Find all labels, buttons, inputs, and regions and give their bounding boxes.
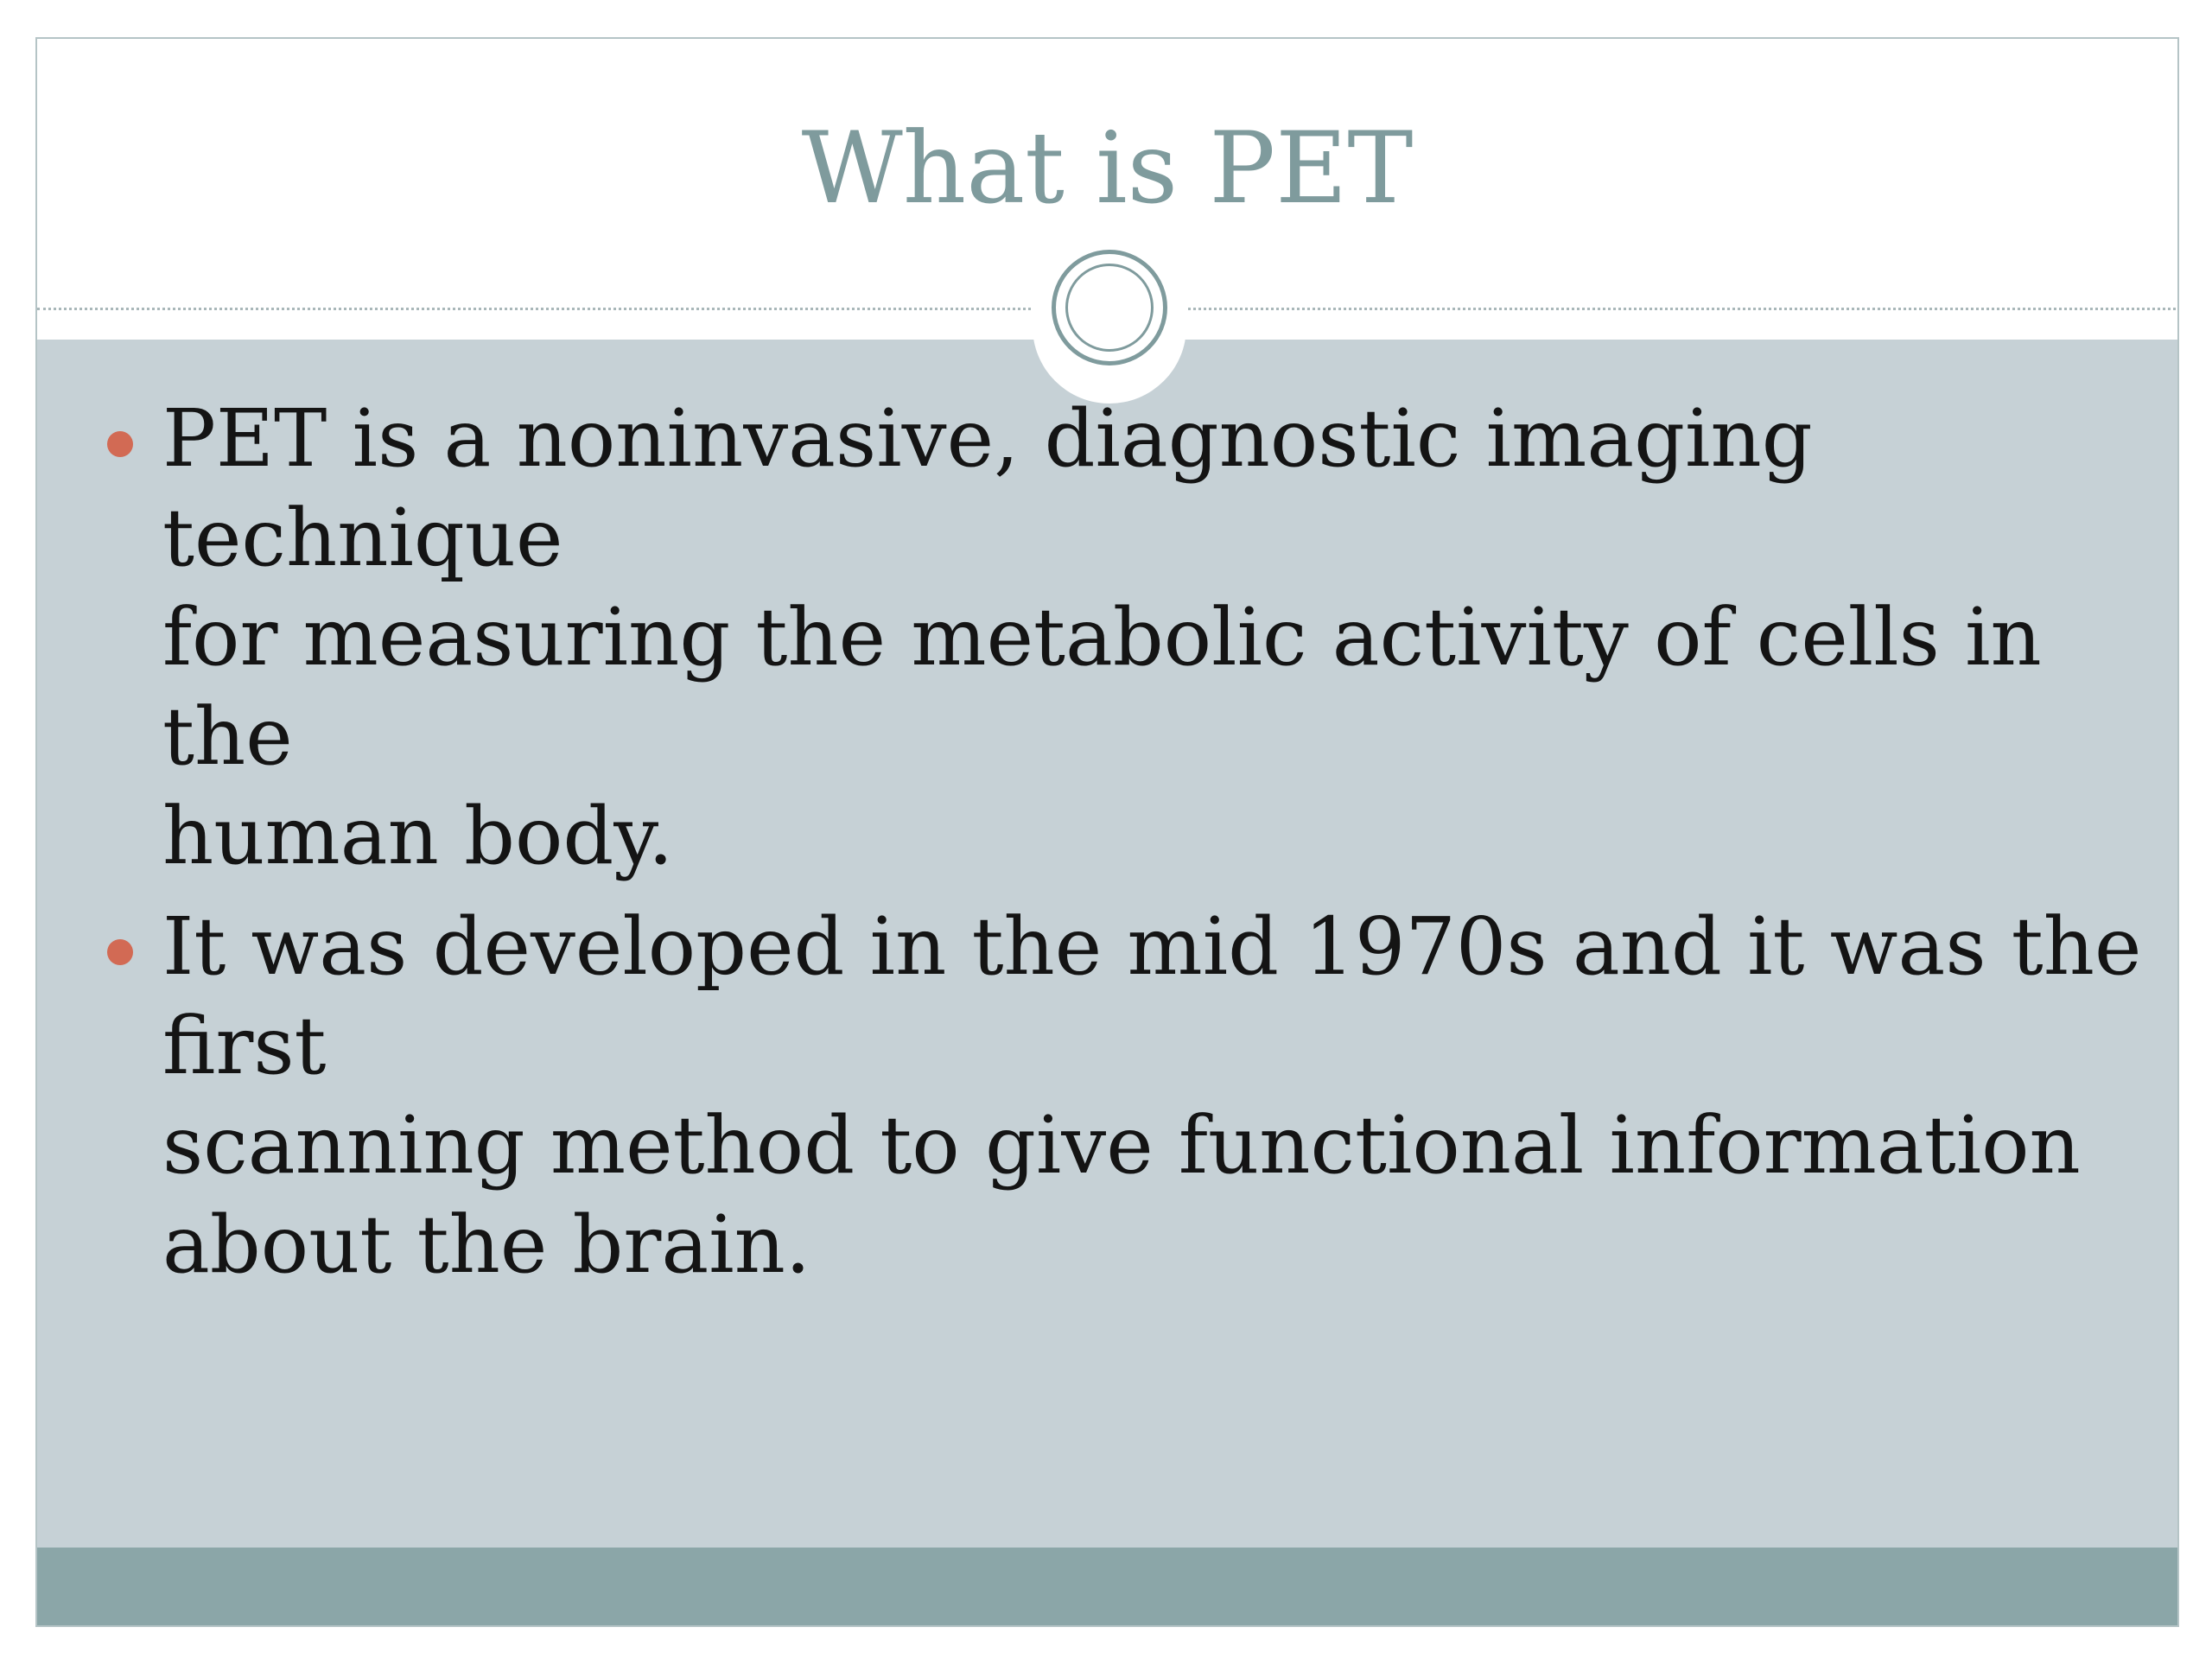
- slide: [35, 37, 2179, 1627]
- bullet-dot-icon: [107, 939, 133, 965]
- bullet-item: [162, 897, 2150, 1294]
- bullet-line: scanning method to give functional information: [162, 1099, 2081, 1192]
- divider-left: [37, 308, 1031, 310]
- bullet-dot-icon: [107, 431, 133, 457]
- bullet-line: It was developed in the mid 1970s and it was the first: [162, 900, 2142, 1092]
- circle-ornament-inner: [1065, 264, 1154, 352]
- bullet-line: for measuring the metabolic activity of cells in the: [162, 591, 2042, 783]
- bullet-item: [162, 389, 2150, 886]
- bullet-line: about the brain.: [162, 1198, 811, 1291]
- bullet-list: [162, 389, 2150, 1306]
- bullet-line: human body.: [162, 790, 674, 882]
- bullet-line: PET is a noninvasive, diagnostic imaging technique: [162, 392, 1813, 584]
- slide-title: What is PET: [801, 111, 1414, 226]
- divider-right: [1188, 308, 2179, 310]
- circle-ornament-icon: [1052, 250, 1167, 365]
- footer-bar: [37, 1548, 2177, 1625]
